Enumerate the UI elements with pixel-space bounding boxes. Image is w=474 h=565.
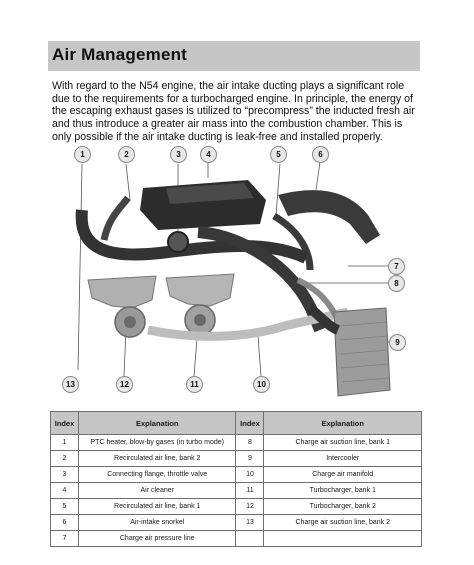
table-row bbox=[51, 499, 422, 515]
callout-11: 11 bbox=[186, 376, 203, 393]
callout-9: 9 bbox=[389, 334, 406, 351]
table-row bbox=[51, 451, 422, 467]
callout-5: 5 bbox=[270, 146, 287, 163]
index-cell: 4 bbox=[51, 483, 79, 499]
explanation-cell: PTC heater, blow-by gases (in turbo mode) bbox=[78, 435, 236, 451]
index-cell: 5 bbox=[51, 499, 79, 515]
recirculated-air-line-bank-2 bbox=[104, 198, 128, 240]
explanation-cell: Charge air suction line, bank 2 bbox=[264, 515, 422, 531]
index-cell: 3 bbox=[51, 467, 79, 483]
index-cell: 9 bbox=[236, 451, 264, 467]
callout-12: 12 bbox=[116, 376, 133, 393]
table-row bbox=[51, 531, 422, 547]
explanation-cell: Recirculated air line, bank 2 bbox=[78, 451, 236, 467]
index-cell: 10 bbox=[236, 467, 264, 483]
index-cell: 13 bbox=[236, 515, 264, 531]
explanation-cell: Charge air manifold bbox=[264, 467, 422, 483]
table-row bbox=[51, 483, 422, 499]
explanation-cell: Charge air suction line, bank 1 bbox=[264, 435, 422, 451]
exhaust-manifold-left bbox=[88, 276, 156, 308]
index-cell: 6 bbox=[51, 515, 79, 531]
callout-8: 8 bbox=[388, 275, 405, 292]
engine-air-ducting-illustration bbox=[48, 140, 428, 402]
index-cell: 7 bbox=[51, 531, 79, 547]
explanation-cell: Air-intake snorkel bbox=[78, 515, 236, 531]
callout-2: 2 bbox=[118, 146, 135, 163]
explanation-cell: Connecting flange, throttle valve bbox=[78, 467, 236, 483]
explanation-cell: Charge air pressure line bbox=[78, 531, 236, 547]
legend-header-row bbox=[51, 412, 422, 435]
header-explanation-right: Explanation bbox=[264, 412, 422, 435]
callout-4: 4 bbox=[200, 146, 217, 163]
index-cell: 12 bbox=[236, 499, 264, 515]
callout-6: 6 bbox=[312, 146, 329, 163]
page-title: Air Management bbox=[52, 45, 188, 64]
index-cell bbox=[236, 531, 264, 547]
index-cell: 1 bbox=[51, 435, 79, 451]
explanation-cell: Air cleaner bbox=[78, 483, 236, 499]
explanation-cell: Recirculated air line, bank 1 bbox=[78, 499, 236, 515]
exhaust-manifold-right bbox=[166, 274, 234, 306]
explanation-cell: Turbocharger, bank 2 bbox=[264, 499, 422, 515]
table-row bbox=[51, 435, 422, 451]
legend-table bbox=[50, 411, 422, 547]
table-row bbox=[51, 515, 422, 531]
explanation-cell: Intercooler bbox=[264, 451, 422, 467]
callout-13: 13 bbox=[62, 376, 79, 393]
index-cell: 8 bbox=[236, 435, 264, 451]
title-bar bbox=[48, 41, 420, 71]
table-row bbox=[51, 467, 422, 483]
index-cell: 11 bbox=[236, 483, 264, 499]
header-index-right: Index bbox=[236, 412, 264, 435]
callout-7: 7 bbox=[388, 258, 405, 275]
index-cell: 2 bbox=[51, 451, 79, 467]
header-index-left: Index bbox=[51, 412, 79, 435]
header-explanation-left: Explanation bbox=[78, 412, 236, 435]
intro-paragraph: With regard to the N54 engine, the air intake ducting plays a significant role due to the requirements for a turbocharged engine. In principle, the energy of the escaping exhaust gases is utilized to “precompress” the inducted fresh air and thus introduce a greater air mass into the combustion chamber. This is only possible if the air intake ducting is leak-free and installed properly. bbox=[52, 80, 415, 143]
explanation-cell: Turbocharger, bank 1 bbox=[264, 483, 422, 499]
throttle-valve-flange bbox=[168, 232, 188, 252]
callout-10: 10 bbox=[253, 376, 270, 393]
air-ducting-drawing bbox=[48, 140, 428, 402]
explanation-cell bbox=[264, 531, 422, 547]
callout-3: 3 bbox=[170, 146, 187, 163]
callout-1: 1 bbox=[74, 146, 91, 163]
